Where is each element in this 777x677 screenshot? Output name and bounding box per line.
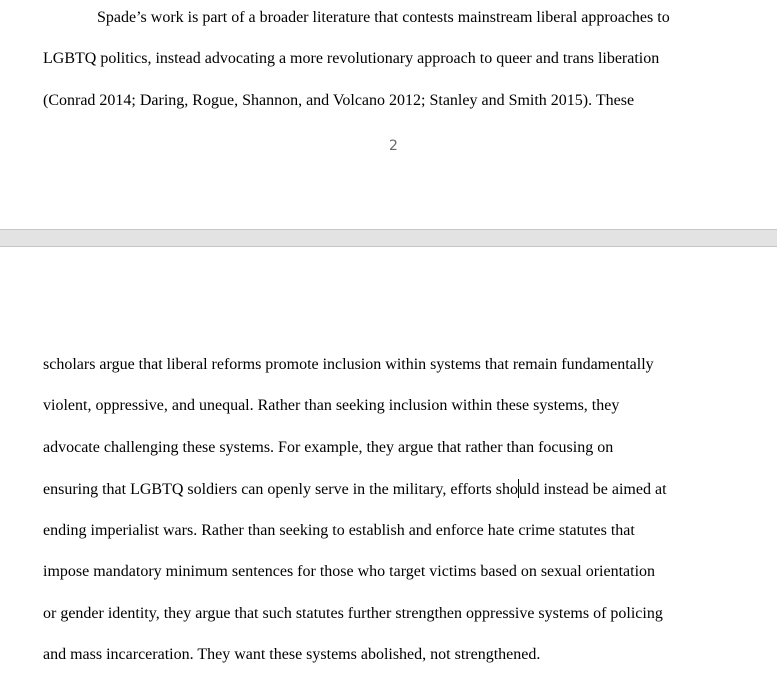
- paragraph-line[interactable]: scholars argue that liberal reforms promote inclusion within systems that remain fundamentally: [43, 356, 654, 373]
- text-after-caret[interactable]: uld instead be aimed at: [519, 481, 667, 498]
- paragraph-line[interactable]: impose mandatory minimum sentences for those who target victims based on sexual orientation: [43, 563, 656, 580]
- paragraph-line[interactable]: violent, oppressive, and unequal. Rather than seeking inclusion within these systems, they: [43, 397, 620, 414]
- paragraph-line[interactable]: or gender identity, they argue that such statutes further strengthen oppressive systems of policing: [43, 605, 663, 622]
- paragraph-line[interactable]: ending imperialist wars. Rather than seeking to establish and enforce hate crime statutes that: [43, 522, 635, 539]
- paragraph-line[interactable]: Spade’s work is part of a broader literature that contests mainstream liberal approaches to: [97, 9, 670, 26]
- document-page-1[interactable]: [0, 0, 777, 229]
- paragraph-line[interactable]: (Conrad 2014; Daring, Rogue, Shannon, and Volcano 2012; Stanley and Smith 2015). These: [43, 92, 635, 109]
- paragraph-line-with-caret[interactable]: [43, 479, 667, 500]
- page-break-gap: [0, 229, 777, 247]
- paragraph-line[interactable]: LGBTQ politics, instead advocating a more revolutionary approach to queer and trans liberation: [43, 50, 660, 67]
- text-before-caret[interactable]: ensuring that LGBTQ soldiers can openly serve in the military, efforts sho: [43, 481, 519, 498]
- paragraph-line[interactable]: and mass incarceration. They want these systems abolished, not strengthened.: [43, 646, 541, 663]
- paragraph-line[interactable]: advocate challenging these systems. For example, they argue that rather than focusing on: [43, 439, 614, 456]
- page-number: 2: [389, 138, 398, 154]
- document-page-2[interactable]: [0, 247, 777, 677]
